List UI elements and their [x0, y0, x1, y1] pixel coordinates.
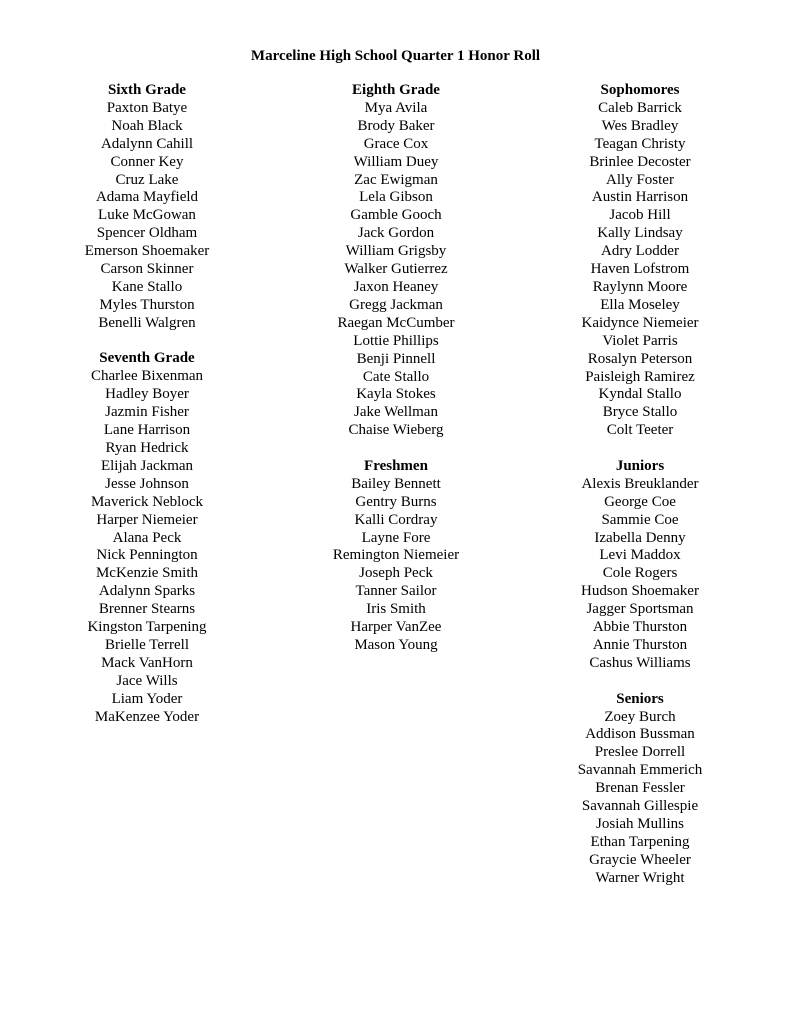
student-name: Brinlee Decoster — [589, 153, 691, 170]
student-name: Bryce Stallo — [602, 404, 678, 421]
honor-roll-column — [520, 82, 760, 905]
student-name: Brody Baker — [357, 117, 435, 134]
student-name: Benji Pinnell — [356, 350, 436, 367]
student-name: Jack Gordon — [357, 225, 435, 242]
grade-heading: Freshmen — [364, 457, 428, 474]
student-name: Annie Thurston — [592, 636, 688, 653]
honor-roll-column — [27, 82, 267, 744]
student-name: Ryan Hedrick — [105, 440, 189, 457]
student-name: Alana Peck — [112, 529, 182, 546]
student-name: Josiah Mullins — [596, 815, 684, 832]
student-name: George Coe — [604, 493, 676, 510]
student-name: Mack VanHorn — [101, 654, 193, 671]
student-name: Lela Gibson — [359, 189, 433, 206]
student-name: Tanner Sailor — [355, 583, 437, 600]
grade-section — [520, 82, 760, 440]
student-name: Kingston Tarpening — [87, 619, 207, 636]
student-name: Grace Cox — [363, 135, 429, 152]
grade-heading: Seventh Grade — [99, 350, 195, 367]
student-name: Liam Yoder — [111, 690, 183, 707]
student-name: Conner Key — [110, 153, 184, 170]
student-name: Hudson Shoemaker — [581, 583, 699, 600]
grade-heading: Eighth Grade — [352, 82, 440, 98]
student-name: Gentry Burns — [355, 493, 437, 510]
student-name: Preslee Dorrell — [594, 744, 686, 761]
student-name: Mya Avila — [364, 99, 428, 116]
student-name: Luke McGowan — [98, 207, 196, 224]
honor-roll-column — [276, 82, 516, 673]
student-name: Caleb Barrick — [598, 99, 682, 116]
student-name: Paisleigh Ramirez — [585, 368, 695, 385]
student-name: Rosalyn Peterson — [587, 350, 693, 367]
student-name: Emerson Shoemaker — [84, 243, 210, 260]
student-name: Austin Harrison — [591, 189, 689, 206]
student-name: Kyndal Stallo — [598, 386, 682, 403]
student-name: Brielle Terrell — [104, 636, 190, 653]
grade-section — [276, 82, 516, 440]
student-name: Ella Moseley — [600, 296, 680, 313]
student-name: Layne Fore — [361, 529, 431, 546]
student-name: Remington Niemeier — [332, 547, 460, 564]
student-name: Violet Parris — [602, 332, 678, 349]
student-name: Jagger Sportsman — [586, 601, 694, 618]
student-name: Abbie Thurston — [592, 619, 688, 636]
student-name: Kalli Cordray — [354, 511, 438, 528]
student-name: Hadley Boyer — [105, 386, 189, 403]
grade-section — [27, 350, 267, 726]
student-name: Maverick Neblock — [90, 493, 204, 510]
student-name: Kaidynce Niemeier — [581, 314, 699, 331]
grade-heading: Sixth Grade — [108, 82, 186, 98]
student-name: Brenner Stearns — [98, 601, 196, 618]
student-name: Cole Rogers — [602, 565, 678, 582]
student-name: Jacob Hill — [609, 207, 671, 224]
student-name: Cashus Williams — [589, 654, 691, 671]
grade-heading: Juniors — [615, 457, 665, 474]
student-name: Adama Mayfield — [95, 189, 199, 206]
student-name: Spencer Oldham — [96, 225, 198, 242]
grade-heading: Seniors — [616, 690, 664, 707]
student-name: Zoey Burch — [604, 708, 676, 725]
student-name: Nick Pennington — [96, 547, 198, 564]
student-name: Cruz Lake — [115, 171, 179, 188]
student-name: Charlee Bixenman — [90, 368, 204, 385]
student-name: Warner Wright — [595, 869, 685, 886]
grade-heading: Sophomores — [600, 82, 680, 98]
student-name: Lane Harrison — [103, 422, 191, 439]
student-name: Adry Lodder — [601, 243, 679, 260]
grade-section — [520, 691, 760, 888]
student-name: Chaise Wieberg — [348, 422, 444, 439]
student-name: Izabella Denny — [594, 529, 686, 546]
student-name: Kally Lindsay — [597, 225, 683, 242]
student-name: Adalynn Cahill — [100, 135, 194, 152]
student-name: Sammie Coe — [601, 511, 679, 528]
student-name: Raylynn Moore — [592, 278, 688, 295]
student-name: Jazmin Fisher — [105, 404, 189, 421]
grade-section — [27, 82, 267, 333]
student-name: Harper VanZee — [350, 619, 442, 636]
student-name: Lottie Phillips — [353, 332, 439, 349]
student-name: Ally Foster — [606, 171, 674, 188]
student-name: Harper Niemeier — [96, 511, 198, 528]
student-name: Kayla Stokes — [356, 386, 436, 403]
student-name: Alexis Breuklander — [581, 475, 699, 492]
student-name: Benelli Walgren — [98, 314, 196, 331]
grade-section — [276, 458, 516, 655]
student-name: Mason Young — [354, 636, 438, 653]
student-name: Gregg Jackman — [349, 296, 443, 313]
student-name: Savannah Emmerich — [577, 762, 703, 779]
student-name: Zac Ewigman — [354, 171, 438, 188]
student-name: Jace Wills — [116, 672, 178, 689]
student-name: Ethan Tarpening — [590, 833, 690, 850]
student-name: Cate Stallo — [362, 368, 430, 385]
student-name: Colt Teeter — [606, 422, 674, 439]
student-name: Noah Black — [111, 117, 183, 134]
student-name: Carson Skinner — [100, 261, 194, 278]
student-name: Jesse Johnson — [105, 475, 189, 492]
student-name: Paxton Batye — [106, 99, 188, 116]
student-name: Joseph Peck — [359, 565, 433, 582]
student-name: Jake Wellman — [354, 404, 438, 421]
student-name: McKenzie Smith — [95, 565, 199, 582]
student-name: William Grigsby — [345, 243, 447, 260]
student-name: William Duey — [353, 153, 439, 170]
student-name: Teagan Christy — [594, 135, 686, 152]
student-name: MaKenzee Yoder — [94, 708, 200, 725]
student-name: Iris Smith — [366, 601, 426, 618]
student-name: Walker Gutierrez — [344, 261, 448, 278]
student-name: Jaxon Heaney — [353, 278, 439, 295]
student-name: Levi Maddox — [599, 547, 681, 564]
student-name: Gamble Gooch — [350, 207, 442, 224]
grade-section — [520, 458, 760, 673]
student-name: Elijah Jackman — [100, 457, 194, 474]
student-name: Bailey Bennett — [351, 475, 441, 492]
student-name: Haven Lofstrom — [590, 261, 690, 278]
student-name: Raegan McCumber — [337, 314, 455, 331]
student-name: Kane Stallo — [111, 278, 183, 295]
student-name: Adalynn Sparks — [98, 583, 196, 600]
student-name: Savannah Gillespie — [581, 798, 699, 815]
student-name: Wes Bradley — [601, 117, 679, 134]
page-title: Marceline High School Quarter 1 Honor Roll — [250, 48, 541, 64]
student-name: Myles Thurston — [99, 296, 195, 313]
student-name: Brenan Fessler — [595, 780, 685, 797]
student-name: Addison Bussman — [585, 726, 695, 743]
student-name: Graycie Wheeler — [589, 851, 691, 868]
